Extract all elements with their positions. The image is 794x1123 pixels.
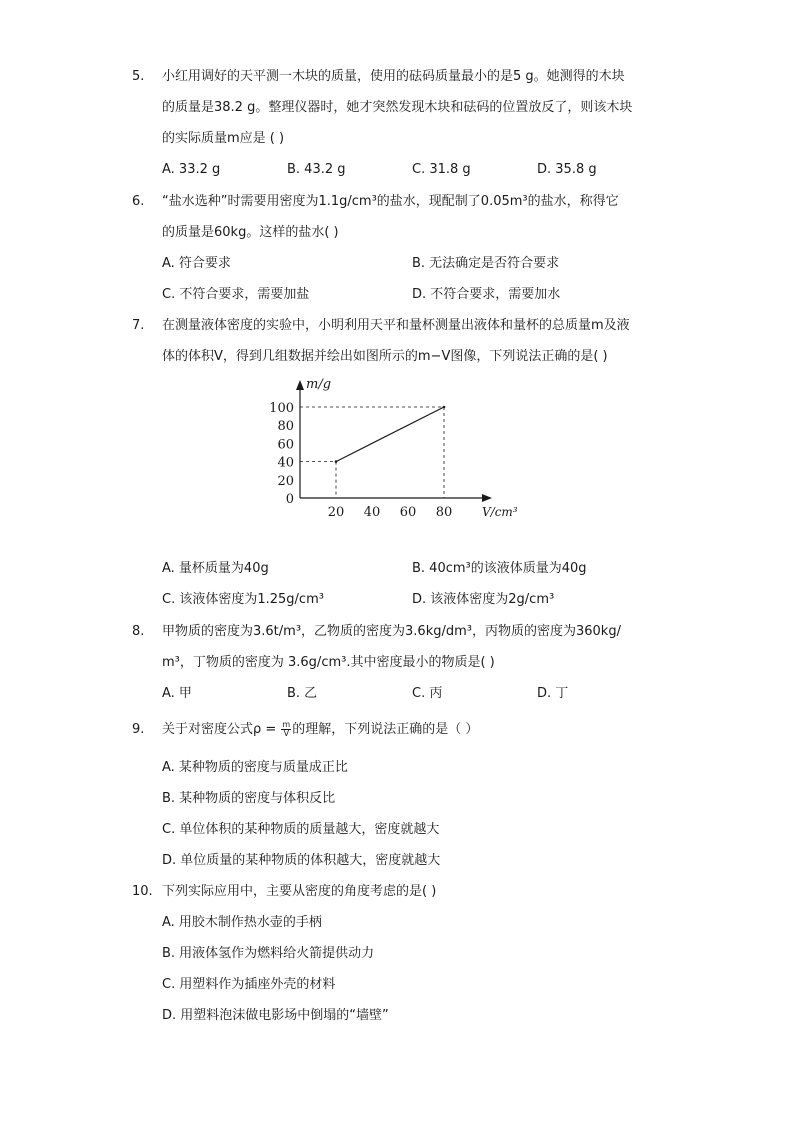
question-number: 10. bbox=[132, 884, 153, 899]
question-text-line: 小红用调好的天平测一木块的质量，使用的砝码质量最小的是5 g。她测得的木块 bbox=[162, 69, 625, 84]
y-tick-label: 60 bbox=[277, 437, 294, 453]
question-text-line: 下列实际应用中，主要从密度的角度考虑的是( ) bbox=[162, 884, 437, 899]
option-c[interactable]: C. 31.8 g bbox=[412, 162, 471, 177]
series-line bbox=[336, 407, 444, 462]
option-c[interactable]: C. 丙 bbox=[412, 686, 443, 701]
density-formula-fraction bbox=[281, 721, 291, 738]
option-d[interactable]: D. 不符合要求，需要加水 bbox=[412, 287, 561, 302]
question-text-line: 甲物质的密度为3.6t/m³，乙物质的密度为3.6kg/dm³，丙物质的密度为360kg/ bbox=[162, 624, 621, 639]
x-tick-label: 60 bbox=[399, 505, 417, 520]
question-text-line: 的实际质量m应是 ( ) bbox=[162, 131, 285, 146]
x-axis-arrow bbox=[482, 494, 492, 502]
option-b[interactable]: B. 用液体氢作为燃料给火箭提供动力 bbox=[162, 946, 375, 961]
option-b[interactable]: B. 某种物质的密度与体积反比 bbox=[162, 791, 336, 806]
option-a[interactable]: A. 用胶木制作热水壶的手柄 bbox=[162, 915, 322, 930]
data-point bbox=[443, 406, 446, 409]
x-tick-label: 20 bbox=[327, 505, 345, 520]
fraction-denominator: V bbox=[283, 729, 290, 738]
y-tick-label: 80 bbox=[277, 419, 294, 435]
question-text-line: m³，丁物质的密度为 3.6g/cm³.其中密度最小的物质是( ) bbox=[162, 655, 495, 670]
question-number: 6. bbox=[132, 194, 145, 209]
y-axis-label: m/g bbox=[306, 377, 332, 392]
y-tick-label: 40 bbox=[277, 455, 294, 471]
question-text: 关于对密度公式ρ = bbox=[162, 722, 281, 737]
question-text-line: 体的体积V，得到几组数据并绘出如图所示的m−V图像，下列说法正确的是( ) bbox=[162, 349, 608, 364]
option-b[interactable]: B. 40cm³的该液体质量为40g bbox=[412, 561, 587, 576]
question-text: 的理解，下列说法正确的是（ ） bbox=[292, 722, 479, 737]
question-text-line: “盐水选种”时需要用密度为1.1g/cm³的盐水，现配制了0.05m³的盐水，称得它 bbox=[162, 194, 619, 209]
m-v-chart bbox=[260, 372, 530, 532]
option-c[interactable]: C. 该液体密度为1.25g/cm³ bbox=[162, 592, 324, 607]
y-axis-arrow bbox=[296, 380, 304, 390]
question-number: 7. bbox=[132, 318, 145, 333]
data-point bbox=[335, 460, 338, 463]
question-number: 8. bbox=[132, 624, 145, 639]
option-d[interactable]: D. 单位质量的某种物质的体积越大，密度就越大 bbox=[162, 853, 441, 868]
fraction-numerator: m bbox=[282, 720, 291, 729]
option-a[interactable]: A. 甲 bbox=[162, 686, 192, 701]
question-number: 5. bbox=[132, 69, 145, 84]
option-c[interactable]: C. 用塑料作为插座外壳的材料 bbox=[162, 977, 336, 992]
question-text-line: 在测量液体密度的实验中，小明利用天平和量杯测量出液体和量杯的总质量m及液 bbox=[162, 318, 630, 333]
option-a[interactable]: A. 量杯质量为40g bbox=[162, 561, 269, 576]
option-d[interactable]: D. 丁 bbox=[537, 686, 569, 701]
option-b[interactable]: B. 无法确定是否符合要求 bbox=[412, 256, 560, 271]
x-tick-label: 80 bbox=[435, 505, 453, 520]
x-axis-label: V/cm³ bbox=[482, 505, 518, 519]
option-a[interactable]: A. 符合要求 bbox=[162, 256, 231, 271]
y-tick-label: 20 bbox=[277, 473, 294, 489]
y-tick-label: 0 bbox=[285, 492, 294, 507]
question-text-line: 的质量是38.2 g。整理仪器时，她才突然发现木块和砝码的位置放反了，则该木块 bbox=[162, 100, 633, 115]
option-c[interactable]: C. 不符合要求，需要加盐 bbox=[162, 287, 310, 302]
question-text-line: 的质量是60kg。这样的盐水( ) bbox=[162, 225, 339, 240]
option-a[interactable]: A. 某种物质的密度与质量成正比 bbox=[162, 760, 348, 775]
question-text-line bbox=[162, 721, 478, 739]
option-d[interactable]: D. 用塑料泡沫做电影场中倒塌的“墙壁” bbox=[162, 1008, 389, 1023]
option-a[interactable]: A. 33.2 g bbox=[162, 162, 221, 177]
option-d[interactable]: D. 35.8 g bbox=[537, 162, 597, 177]
option-b[interactable]: B. 43.2 g bbox=[287, 162, 346, 177]
option-b[interactable]: B. 乙 bbox=[287, 686, 318, 701]
x-tick-label: 40 bbox=[363, 505, 381, 520]
option-d[interactable]: D. 该液体密度为2g/cm³ bbox=[412, 592, 555, 607]
y-tick-label: 100 bbox=[269, 401, 294, 416]
question-number: 9. bbox=[132, 722, 145, 737]
option-c[interactable]: C. 单位体积的某种物质的质量越大，密度就越大 bbox=[162, 822, 440, 837]
